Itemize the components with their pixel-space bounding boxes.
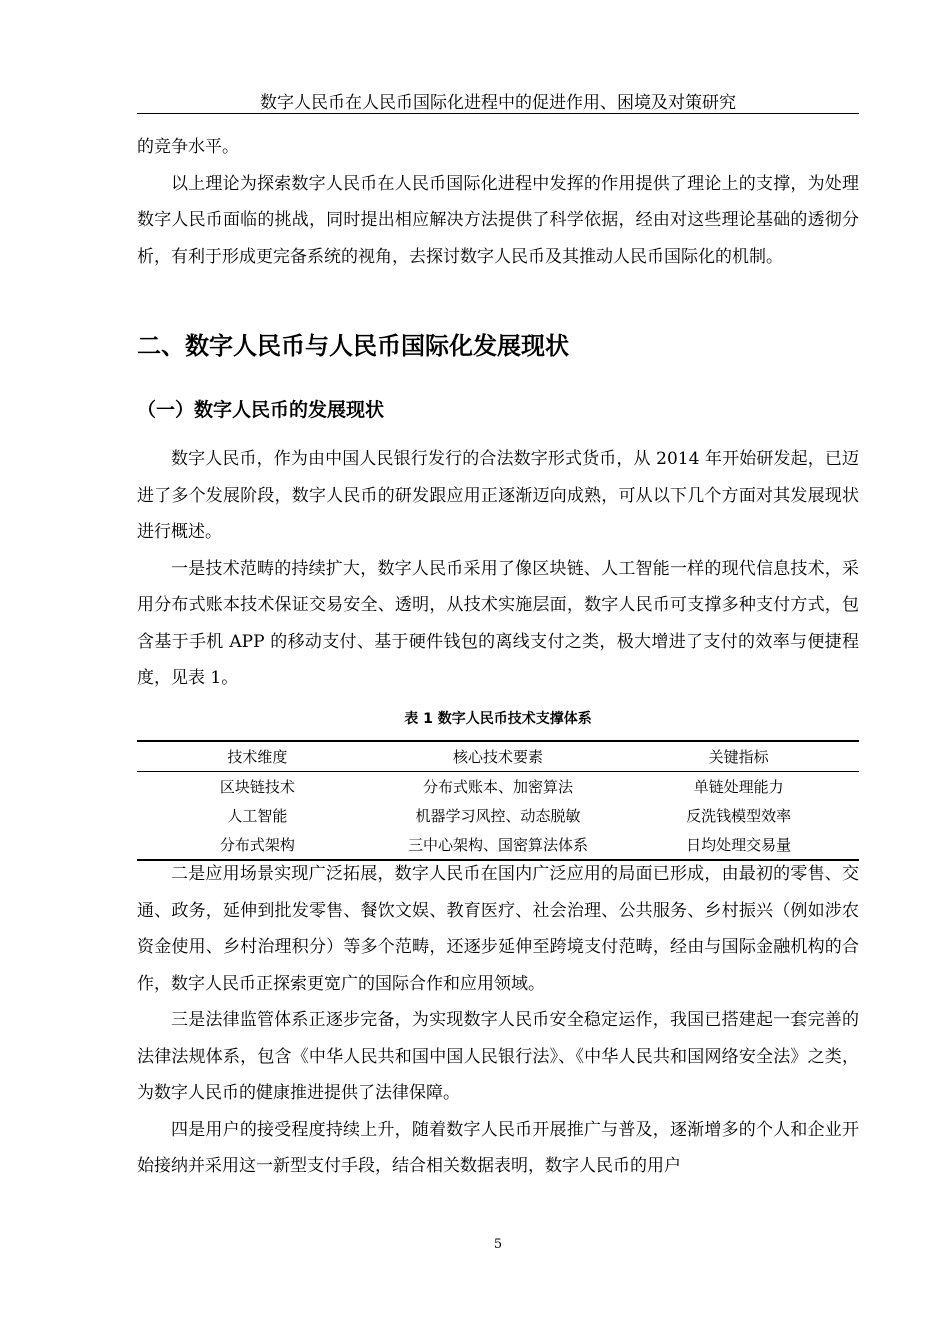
paragraph-continuation: 的竞争水平。 [137,137,239,157]
table-cell: 分布式架构 [219,836,295,854]
paragraph: 二是应用场景实现广泛拓展，数字人民币在国内广泛应用的局面已形成，由最初的零售、交通、政务，延伸到批发零售、餐饮文娱、教育医疗、社会治理、公共服务、乡村振兴（例如涉农资金使用、乡村治理积分）等多个范畴，还逐步延伸至跨境支付范畴，经由与国际金融机构的合作，数字人民币正探索更宽广的国际合作和应用领域。 [137,864,859,994]
paragraph: 一是技术范畴的持续扩大，数字人民币采用了像区块链、人工智能一样的现代信息技术，采用分布式账本技术保证交易安全、透明，从技术实施层面，数字人民币可支撑多种支付方式，包含基于手机 APP 的移动支付、基于硬件钱包的离线支付之类，极大增进了支付的效率与便捷程度，见表 1。 [137,558,859,688]
table-row [137,772,859,802]
table-cell: 区块链技术 [219,778,295,796]
table-cell: 分布式账本、加密算法 [422,778,573,796]
page-number: 5 [493,1237,503,1252]
header-rule [137,113,859,114]
paragraph: 四是用户的接受程度持续上升，随着数字人民币开展推广与普及，逐渐增多的个人和企业开始接纳并采用这一新型支付手段，结合相关数据表明，数字人民币的用户 [137,1119,859,1176]
table-cell: 日均处理交易量 [686,836,792,854]
column-header: 核心技术要素 [452,748,543,766]
table-cell: 机器学习风控、动态脱敏 [415,807,581,825]
column-header: 技术维度 [227,748,288,766]
section-heading: 二、数字人民币与人民币国际化发展现状 [137,332,569,360]
paragraph: 以上理论为探索数字人民币在人民币国际化进程中发挥的作用提供了理论上的支撑，为处理数字人民币面临的挑战，同时提出相应解决方法提供了科学依据，经由对这些理论基础的透彻分析，有利于形成更完备系统的视角，去探讨数字人民币及其推动人民币国际化的机制。 [137,173,859,267]
table-cell: 单链处理能力 [693,778,784,796]
paragraph: 数字人民币，作为由中国人民银行发行的合法数字形式货币，从 2014 年开始研发起，已迈进了多个发展阶段，数字人民币的研发跟应用正逐渐迈向成熟，可从以下几个方面对其发展现状进行概述。 [137,449,859,542]
running-header: 数字人民币在人民币国际化进程中的促进作用、困境及对策研究 [260,93,736,113]
table-cell: 人工智能 [227,807,288,825]
body-block-top [137,129,859,275]
table-cell: 反洗钱模型效率 [686,807,792,825]
body-block-mid [137,441,859,697]
body-block-bottom [137,856,859,1185]
table-header-row [137,741,859,772]
table-cell: 三中心架构、国密算法体系 [407,836,588,854]
table-caption: 表 1 数字人民币技术支撑体系 [404,711,592,727]
paragraph: 三是法律监管体系正逐步完备，为实现数字人民币安全稳定运作，我国已搭建起一套完善的法律法规体系，包含《中华人民共和国中国人民银行法》、《中华人民共和国网络安全法》之类，为数字人民币的健康推进提供了法律保障。 [137,1010,859,1103]
subsection-heading: （一）数字人民币的发展现状 [137,399,385,421]
tech-support-table [137,740,859,861]
table-row [137,801,859,830]
column-header: 关键指标 [708,748,769,766]
